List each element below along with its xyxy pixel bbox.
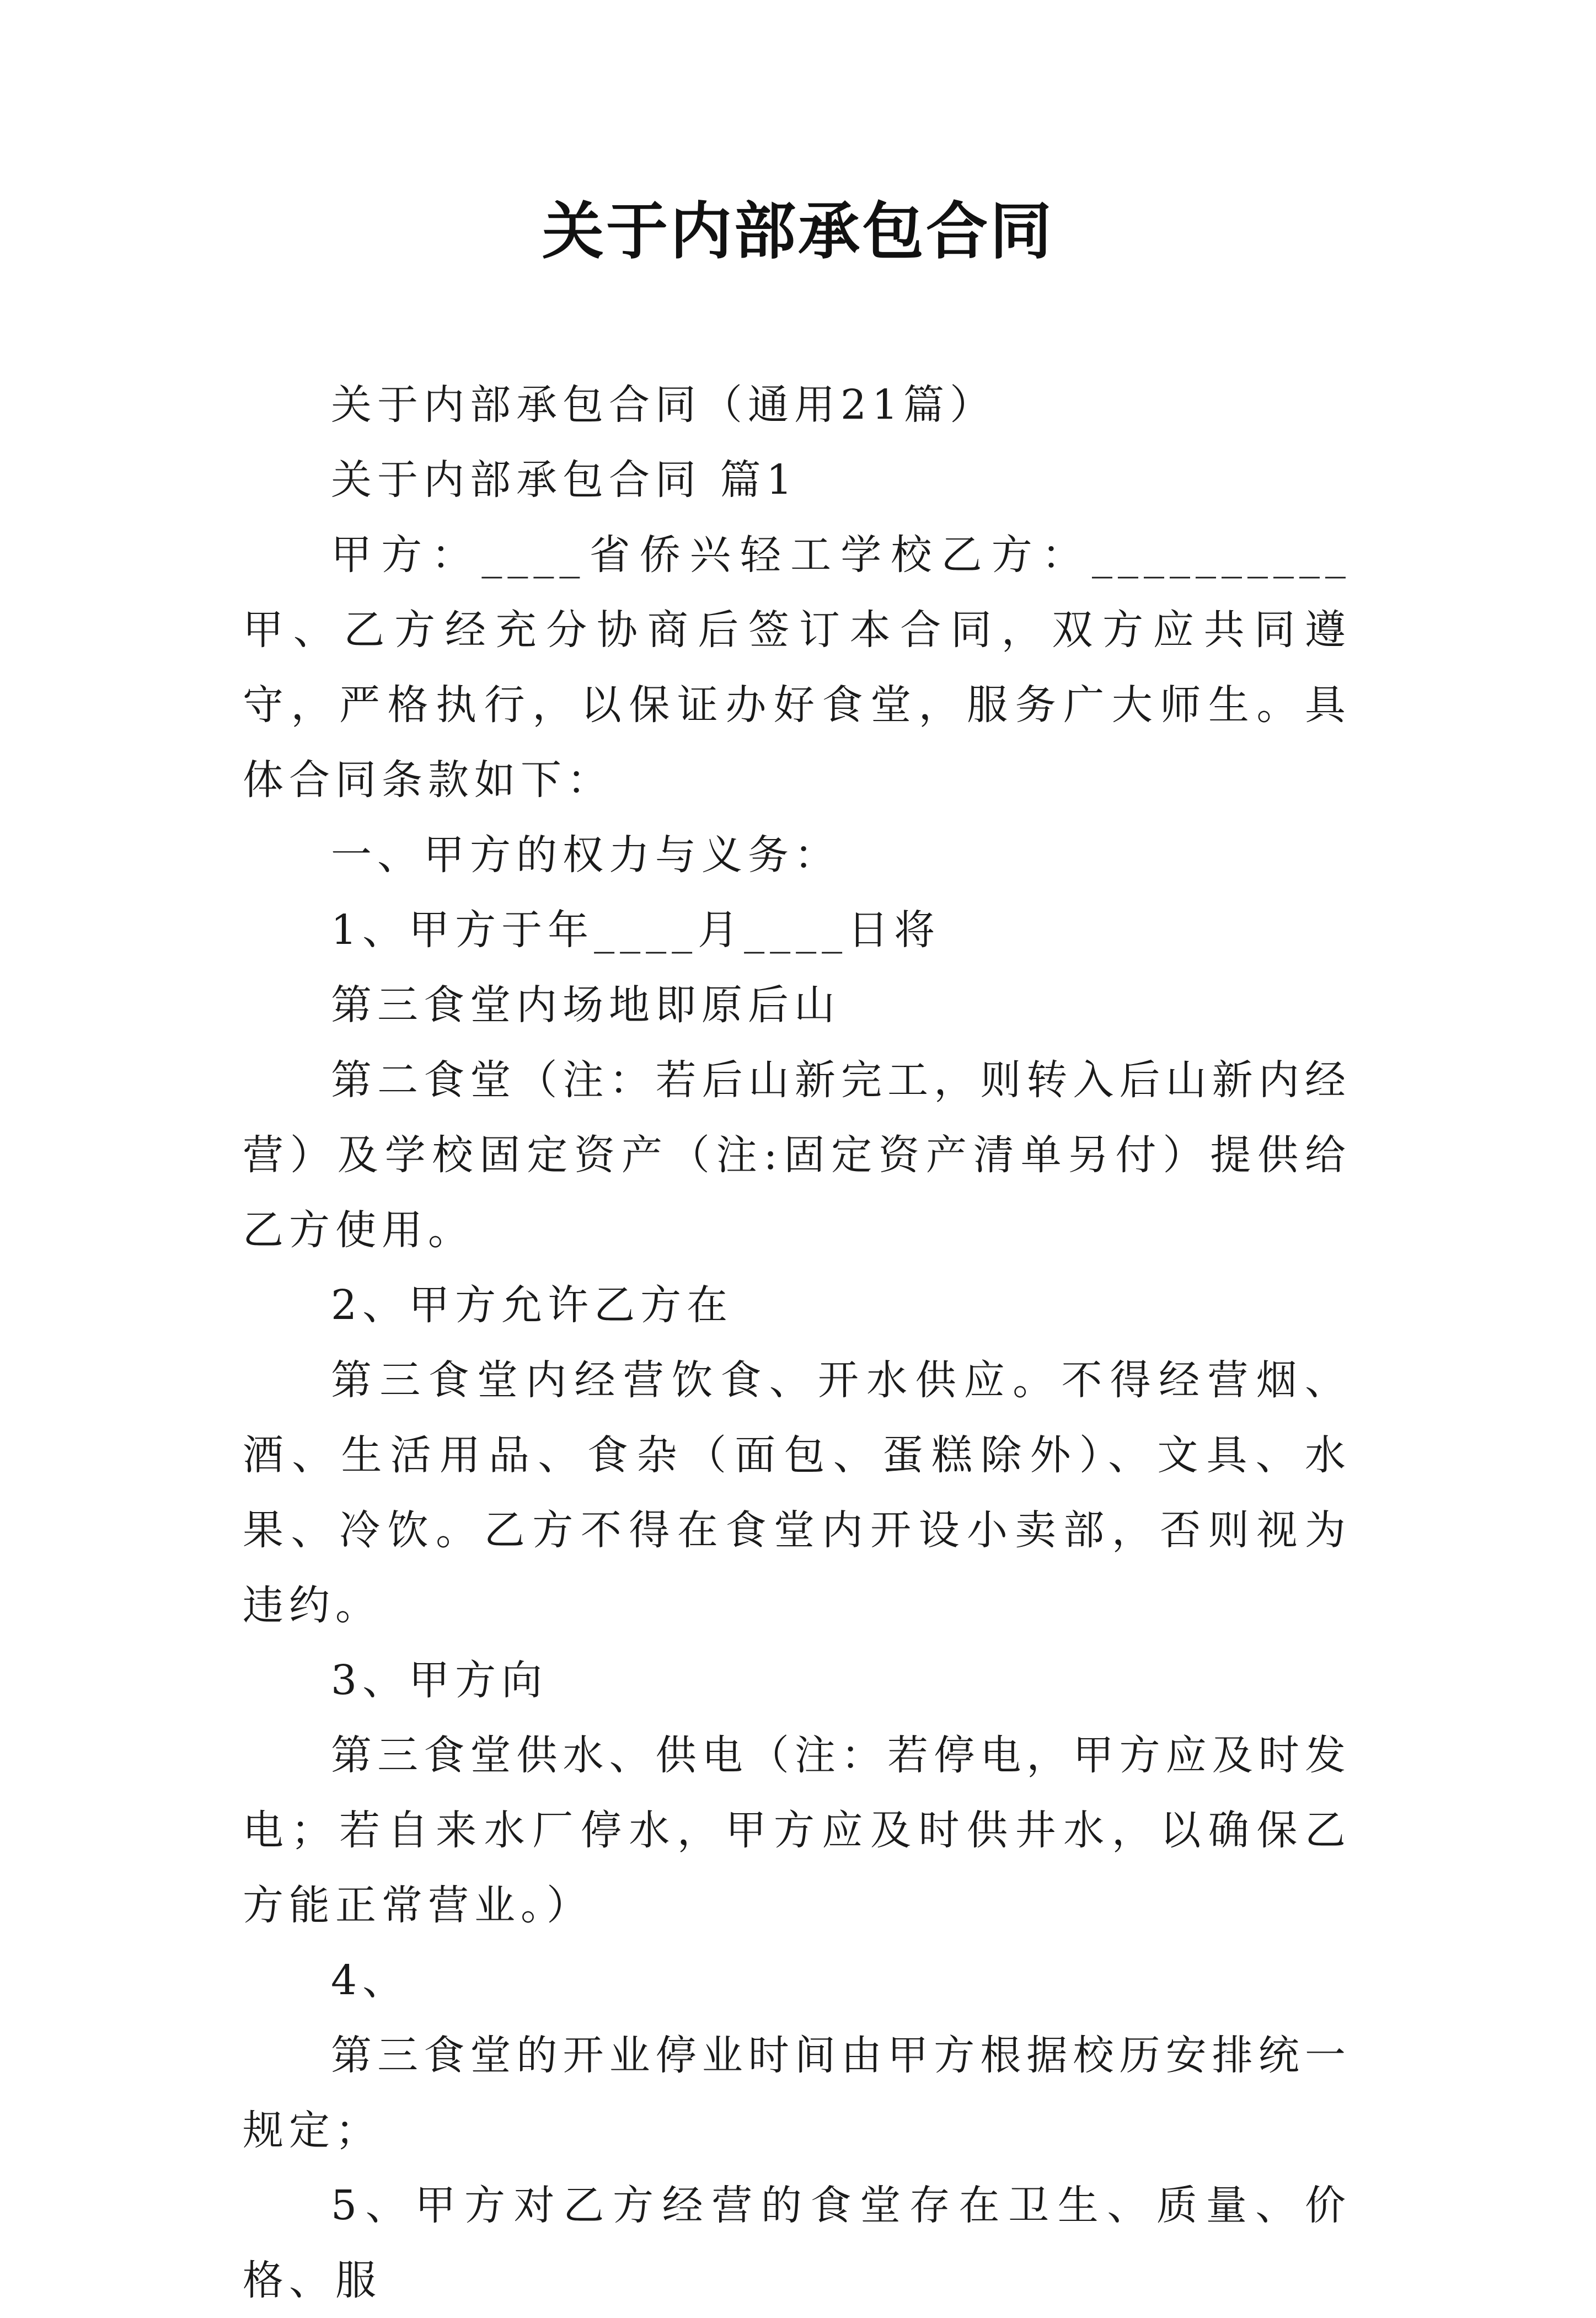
paragraph-item-2-detail: 第三食堂内经营饮食、开水供应。不得经营烟、酒、生活用品、食杂（面包、蛋糕除外）、文具、水果、冷饮。乙方不得在食堂内开设小卖部，否则视为违约。 [243, 1356, 1351, 1629]
paragraph-item-1-venue: 第三食堂内场地即原后山 [331, 981, 840, 1029]
paragraph-item-2: 2、甲方允许乙方在 [331, 1281, 733, 1329]
document-body [243, 367, 1351, 2318]
paragraph-item-1: 1、甲方于年____月____日将 [331, 906, 941, 954]
paragraph-item-4: 4、 [331, 1957, 409, 2004]
paragraph-item-5: 5、甲方对乙方经营的食堂存在卫生、质量、价格、服 [243, 2182, 1351, 2304]
paragraph-item-1-detail: 第二食堂（注：若后山新完工，则转入后山新内经营）及学校固定资产（注:固定资产清单另付）提供给乙方使用。 [243, 1056, 1351, 1254]
paragraph-subtitle: 关于内部承包合同（通用21篇） [331, 381, 997, 429]
paragraph-section-heading: 关于内部承包合同 篇1 [331, 456, 798, 504]
paragraph-item-3-detail: 第三食堂供水、供电（注：若停电，甲方应及时发电；若自来水厂停水，甲方应及时供井水，以确保乙方能正常营业。） [243, 1732, 1351, 1929]
paragraph-parties: 甲方：____省侨兴轻工学校乙方：__________甲、乙方经充分协商后签订本合同，双方应共同遵守，严格执行，以保证办好食堂，服务广大师生。具体合同条款如下： [243, 531, 1351, 804]
paragraph-clause-heading: 一、甲方的权力与义务： [331, 831, 840, 879]
paragraph-item-3: 3、甲方向 [331, 1657, 548, 1704]
document-title: 关于内部承包合同 [542, 195, 1054, 268]
paragraph-item-4-detail: 第三食堂的开业停业时间由甲方根据校历安排统一规定； [243, 2032, 1351, 2154]
